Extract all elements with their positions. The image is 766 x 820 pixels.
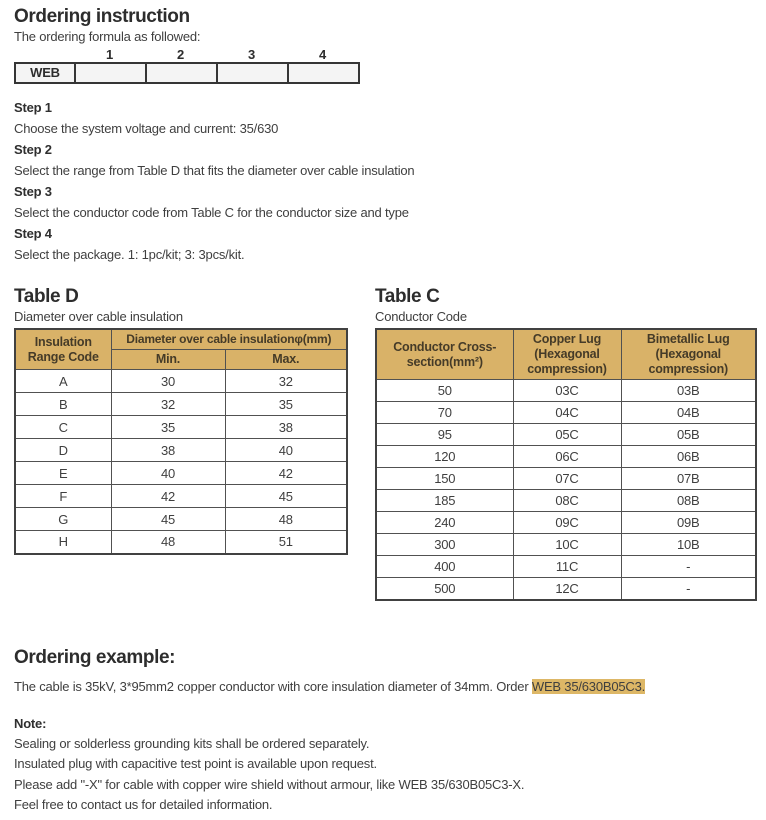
copper-lug-code-cell: 10C [513,534,621,556]
table-d-body [15,370,347,554]
ordering-example-title: Ordering example: [14,646,176,668]
table-c-title: Table C [375,286,440,307]
bimetallic-lug-code-cell: - [621,556,756,578]
diameter-max-cell: 45 [225,485,347,508]
step-label: Step 3 [14,184,52,199]
formula-blank-cell-2 [145,62,218,84]
conductor-cross-section-cell: 70 [376,402,513,424]
copper-lug-code-cell: 05C [513,424,621,446]
conductor-cross-section-cell: 120 [376,446,513,468]
table-d-row [15,393,347,416]
conductor-cross-section-cell: 400 [376,556,513,578]
diameter-min-cell: 40 [111,462,225,485]
conductor-cross-section-cell: 185 [376,490,513,512]
ordering-example-highlighted-code: WEB 35/630B05C3. [531,678,646,694]
conductor-cross-section-cell: 240 [376,512,513,534]
insulation-range-code-cell: F [15,485,111,508]
step-text: Select the conductor code from Table C for the conductor size and type [14,205,409,220]
diameter-max-cell: 42 [225,462,347,485]
ordering-example-text-before: The cable is 35kV, 3*95mm2 copper conductor with core insulation diameter of 34mm. Order [14,678,532,694]
table-d-subtitle: Diameter over cable insulation [14,309,183,324]
table-c-subtitle: Conductor Code [375,309,467,324]
formula-prefix-cell: WEB [14,62,76,84]
table-d-row [15,416,347,439]
diameter-min-cell: 48 [111,531,225,554]
insulation-range-code-cell: C [15,416,111,439]
table-c-header-row [376,329,756,380]
formula-position-label: 1 [105,47,114,62]
bimetallic-lug-code-cell: 03B [621,380,756,402]
diameter-max-cell: 32 [225,370,347,393]
table-d-row [15,531,347,554]
table-c-body [376,380,756,600]
bimetallic-lug-code-cell: 04B [621,402,756,424]
formula-position-label: 3 [247,47,256,62]
copper-lug-code-cell: 06C [513,446,621,468]
insulation-range-code-cell: D [15,439,111,462]
formula-blank-cell-3 [216,62,289,84]
bimetallic-lug-code-cell: 10B [621,534,756,556]
table-c-header-bimetallic-lug: Bimetallic Lug (Hexagonal compression) [621,329,756,380]
insulation-range-code-cell: E [15,462,111,485]
diameter-min-cell: 42 [111,485,225,508]
note-section [14,713,754,816]
step-label: Step 1 [14,100,52,115]
table-c [375,328,757,601]
formula-position-label: 4 [318,47,327,62]
conductor-cross-section-cell: 50 [376,380,513,402]
copper-lug-code-cell: 09C [513,512,621,534]
bimetallic-lug-code-cell: 08B [621,490,756,512]
conductor-cross-section-cell: 95 [376,424,513,446]
conductor-cross-section-cell: 500 [376,578,513,600]
table-c-row [376,446,756,468]
diameter-min-cell: 30 [111,370,225,393]
step-item [14,181,754,223]
diameter-max-cell: 35 [225,393,347,416]
table-d-title: Table D [14,286,79,307]
copper-lug-code-cell: 07C [513,468,621,490]
ordering-formula-table [14,47,754,84]
note-lines [14,734,754,816]
bimetallic-lug-code-cell: 09B [621,512,756,534]
diameter-max-cell: 38 [225,416,347,439]
bimetallic-lug-code-cell: 07B [621,468,756,490]
table-c-row [376,424,756,446]
ordering-example-section [14,647,754,697]
step-label: Step 4 [14,226,52,241]
copper-lug-code-cell: 11C [513,556,621,578]
step-text: Choose the system voltage and current: 35/630 [14,121,279,136]
table-c-row [376,578,756,600]
table-d-header-max: Max. [225,350,347,370]
table-c-header-cross-section: Conductor Cross-section(mm²) [376,329,513,380]
diameter-max-cell: 51 [225,531,347,554]
diameter-min-cell: 35 [111,416,225,439]
table-c-section [375,286,755,601]
note-label: Note: [14,715,47,731]
step-item [14,139,754,181]
bimetallic-lug-code-cell: 05B [621,424,756,446]
formula-position-label: 2 [176,47,185,62]
table-d-header-diameter: Diameter over cable insulationφ(mm) [111,329,347,350]
diameter-min-cell: 32 [111,393,225,416]
table-d-header-row-1 [15,329,347,350]
table-c-row [376,490,756,512]
bimetallic-lug-code-cell: - [621,578,756,600]
note-line: Sealing or solderless grounding kits shall be ordered separately. [14,735,370,751]
table-d-row [15,370,347,393]
insulation-range-code-cell: B [15,393,111,416]
table-d-row [15,485,347,508]
table-d-header-min: Min. [111,350,225,370]
diameter-min-cell: 45 [111,508,225,531]
ordering-example-text [14,676,754,697]
formula-blank-cell-4 [287,62,360,84]
table-d-header-range-code: Insulation Range Code [15,329,111,370]
conductor-cross-section-cell: 150 [376,468,513,490]
table-c-row [376,556,756,578]
steps-list [14,97,754,265]
table-d-row [15,508,347,531]
note-line: Insulated plug with capacitive test point is available upon request. [14,756,377,771]
tables-section [14,286,754,601]
note-line: Feel free to contact us for detailed information. [14,797,273,812]
note-line: Please add "-X" for cable with copper wire shield without armour, like WEB 35/630B05C3-X. [14,776,525,792]
bimetallic-lug-code-cell: 06B [621,446,756,468]
table-d-row [15,439,347,462]
step-text: Select the range from Table D that fits the diameter over cable insulation [14,163,415,178]
insulation-range-code-cell: A [15,370,111,393]
step-item [14,97,754,139]
formula-blank-cell-1 [74,62,147,84]
table-c-row [376,512,756,534]
table-c-header-copper-lug: Copper Lug (Hexagonal compression) [513,329,621,380]
insulation-range-code-cell: H [15,531,111,554]
step-text: Select the package. 1: 1pc/kit; 3: 3pcs/kit. [14,247,245,262]
diameter-max-cell: 40 [225,439,347,462]
formula-position-labels [74,47,754,62]
copper-lug-code-cell: 04C [513,402,621,424]
copper-lug-code-cell: 12C [513,578,621,600]
table-c-row [376,534,756,556]
formula-cells-row [14,62,754,84]
table-d-row [15,462,347,485]
copper-lug-code-cell: 03C [513,380,621,402]
diameter-max-cell: 48 [225,508,347,531]
insulation-range-code-cell: G [15,508,111,531]
step-label: Step 2 [14,142,52,157]
table-c-row [376,402,756,424]
table-d-section [14,286,346,555]
copper-lug-code-cell: 08C [513,490,621,512]
table-c-row [376,468,756,490]
formula-intro-text: The ordering formula as followed: [14,29,201,44]
table-d [14,328,348,555]
conductor-cross-section-cell: 300 [376,534,513,556]
page-title: Ordering instruction [14,6,190,27]
diameter-min-cell: 38 [111,439,225,462]
table-c-row [376,380,756,402]
step-item [14,223,754,265]
